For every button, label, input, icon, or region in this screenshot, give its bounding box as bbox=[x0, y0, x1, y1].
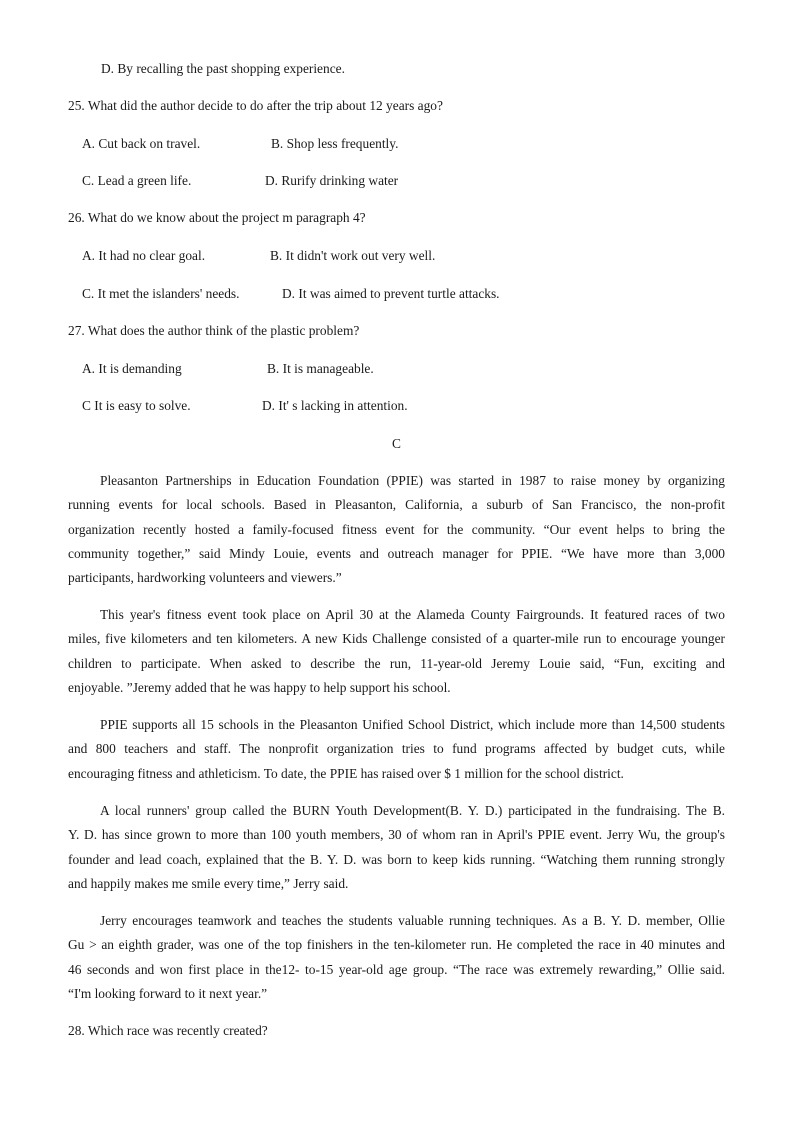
question-26-stem: 26. What do we know about the project m paragraph 4? bbox=[68, 210, 366, 225]
passage-line: and 800 teachers and staff. The nonprofit organization tries to fund programs affected by budget cuts, while bbox=[68, 741, 725, 757]
question-26-option-b: B. It didn't work out very well. bbox=[270, 248, 436, 263]
question-28-stem: 28. Which race was recently created? bbox=[68, 1023, 268, 1038]
passage-line: enjoyable. ”Jeremy added that he was happy to help support his school. bbox=[68, 679, 451, 695]
passage-line: participants, hardworking volunteers and viewers.” bbox=[68, 570, 342, 586]
passage-line: This year's fitness event took place on April 30 at the Alameda County Fairgrounds. It featured races of two bbox=[100, 607, 725, 622]
question-25-option-d: D. Rurify drinking water bbox=[265, 173, 399, 188]
question-27-option-d: D. It' s lacking in attention. bbox=[262, 398, 408, 413]
passage-paragraph-1 bbox=[68, 473, 725, 594]
passage-paragraph-3 bbox=[68, 717, 725, 790]
passage-line: running events for local schools. Based in Pleasanton, California, a suburb of San Francisco, the non-profit bbox=[68, 497, 725, 513]
passage-line: PPIE supports all 15 schools in the Pleasanton Unified School District, which include more than 14,500 students bbox=[100, 717, 725, 732]
passage-line: Y. D. has since grown to more than 100 youth members, 30 of whom ran in April's PPIE event. Jerry Wu, the group's bbox=[68, 827, 725, 843]
passage-line: miles, five kilometers and ten kilometers. A new Kids Challenge consisted of a quarter-mile run to encourage younger bbox=[68, 631, 725, 647]
question-25-option-c: C. Lead a green life. bbox=[82, 173, 192, 188]
passage-line: organization recently hosted a family-focused fitness event for the community. “Our event helps to bring the bbox=[68, 521, 725, 537]
passage-line: children to participate. When asked to describe the run, 11-year-old Jeremy Louie said, “Fun, exciting and bbox=[68, 655, 725, 671]
question-27-stem: 27. What does the author think of the plastic problem? bbox=[68, 323, 360, 338]
passage-line: Pleasanton Partnerships in Education Foundation (PPIE) was started in 1987 to raise money by organizing bbox=[100, 473, 725, 488]
passage-line: Jerry encourages teamwork and teaches the students valuable running techniques. As a B. Y. D. member, Ollie bbox=[100, 913, 725, 928]
question-27-option-c: C It is easy to solve. bbox=[82, 398, 191, 413]
question-27-option-a: A. It is demanding bbox=[82, 361, 182, 376]
passage-paragraph-4 bbox=[68, 803, 725, 900]
q24-option-d: D. By recalling the past shopping experience. bbox=[101, 61, 345, 76]
question-26-option-d: D. It was aimed to prevent turtle attacks. bbox=[282, 286, 500, 301]
section-label: C bbox=[392, 436, 401, 451]
passage-paragraph-2 bbox=[68, 607, 725, 704]
question-26-option-a: A. It had no clear goal. bbox=[82, 248, 206, 263]
passage-line: founder and lead coach, explained that the B. Y. D. was born to keep kids running. “Watching them running strongly bbox=[68, 851, 725, 867]
passage-line: 46 seconds and won first place in the12- to-15 year-old age group. “The race was extremely rewarding,” Ollie said. bbox=[68, 961, 725, 977]
passage-line: encouraging fitness and athleticism. To date, the PPIE has raised over $ 1 million for the school district. bbox=[68, 765, 624, 781]
question-27-option-b: B. It is manageable. bbox=[267, 361, 374, 376]
question-26-option-c: C. It met the islanders' needs. bbox=[82, 286, 240, 301]
passage-line: and happily makes me smile every time,” Jerry said. bbox=[68, 875, 349, 891]
question-25-option-b: B. Shop less frequently. bbox=[271, 136, 399, 151]
passage-line: community together,” said Mindy Louie, events and outreach manager for PPIE. “We have more than 3,000 bbox=[68, 545, 725, 561]
passage-line: Gu > an eighth grader, was one of the top finishers in the ten-kilometer run. He completed the race in 40 minutes and bbox=[68, 937, 725, 953]
passage-line: A local runners' group called the BURN Youth Development(B. Y. D.) participated in the fundraising. The B. bbox=[100, 803, 725, 818]
question-25-option-a: A. Cut back on travel. bbox=[82, 136, 201, 151]
question-25-stem: 25. What did the author decide to do after the trip about 12 years ago? bbox=[68, 98, 443, 113]
passage-paragraph-5 bbox=[68, 913, 725, 1010]
passage-line: “I'm looking forward to it next year.” bbox=[68, 985, 268, 1001]
